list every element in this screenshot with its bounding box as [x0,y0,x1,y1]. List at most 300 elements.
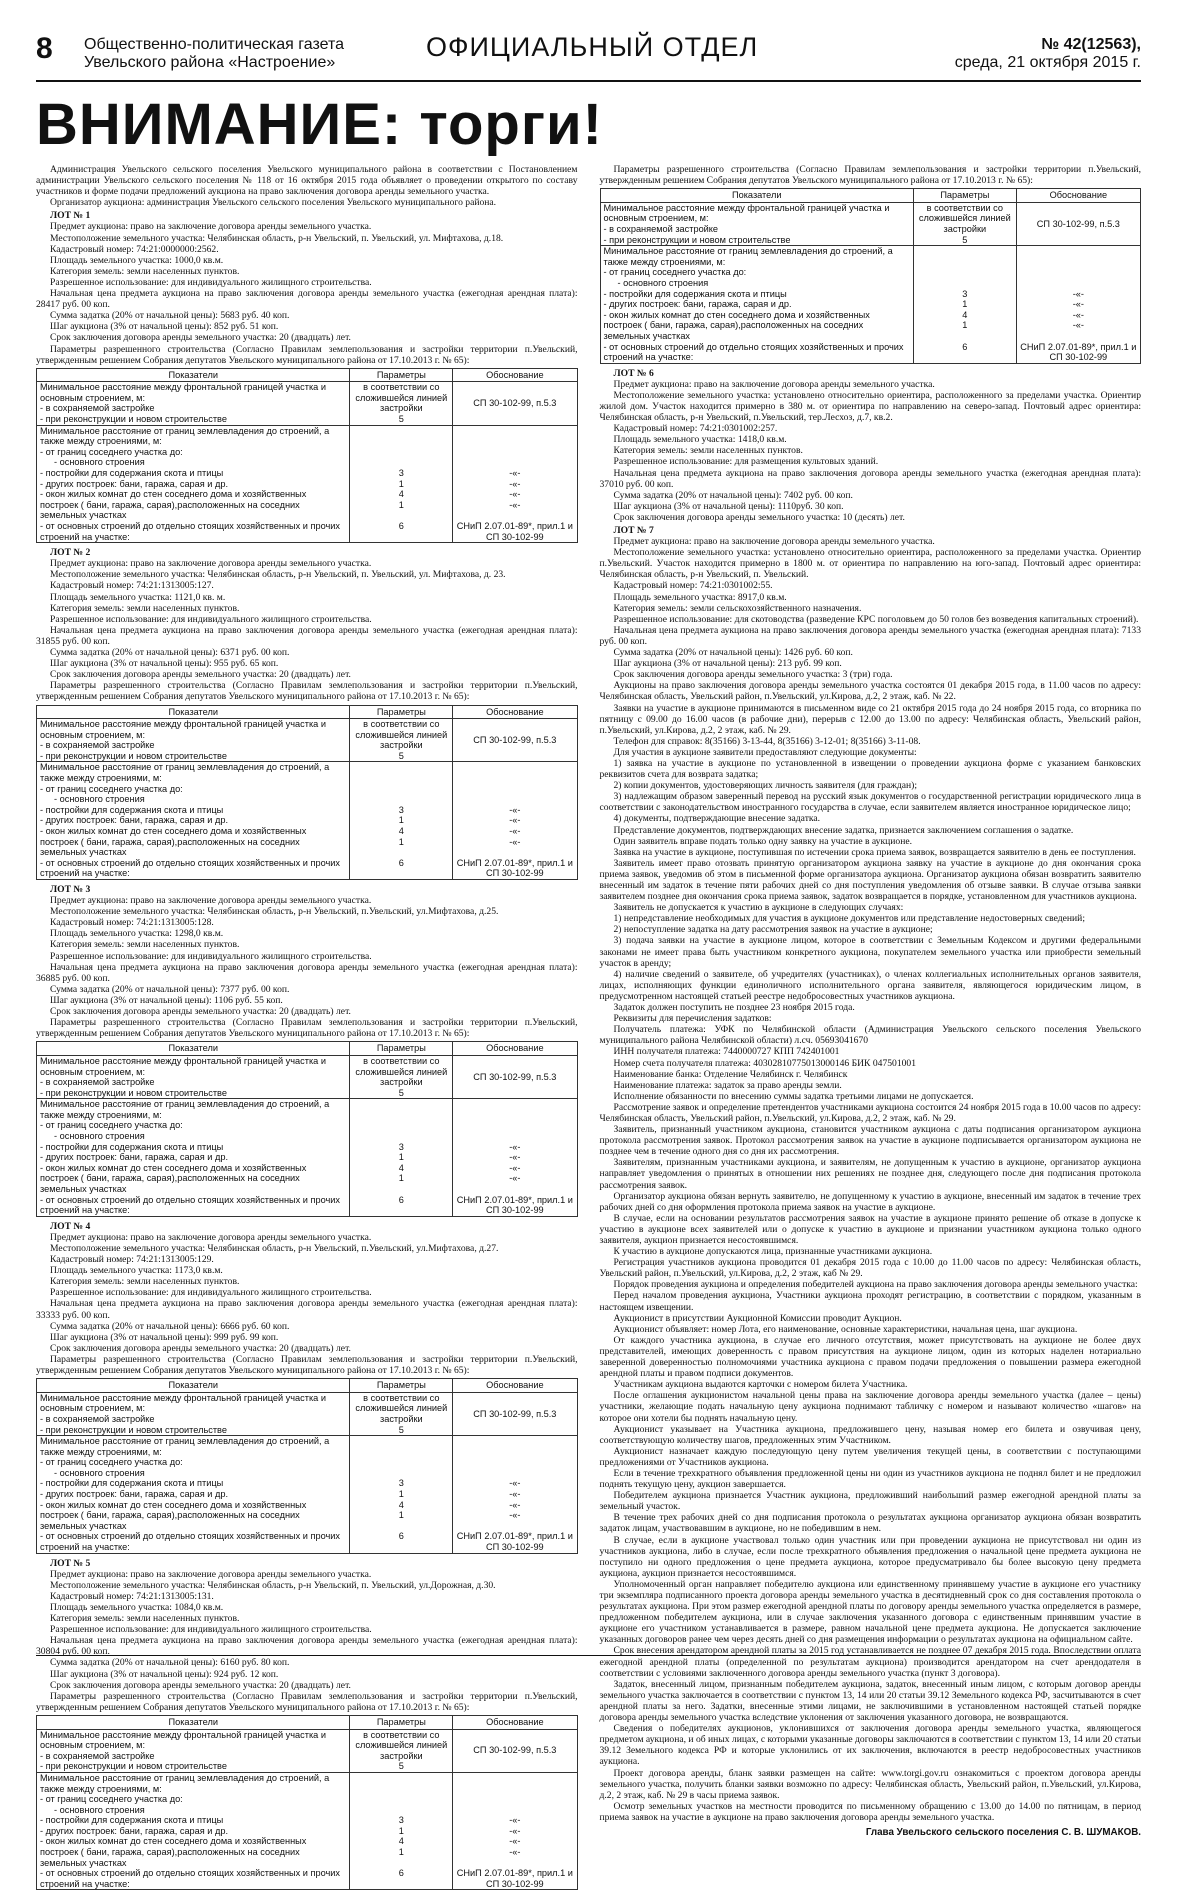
params-header-row [37,705,578,719]
conditions-paragraph: Задаток должен поступить не позднее 23 ноября 2015 года. [613,1002,855,1014]
group2-sub: - от границ соседнего участка до: [40,1794,183,1805]
lot-subject: Предмет аукциона: право на заключение договора аренды земельного участка. [50,1231,372,1243]
row-basis: СНиП 2.07.01-89*, прил.1 и СП 30-102-99 [1016,342,1140,364]
table-row [37,719,578,751]
row-basis [453,1436,577,1479]
conditions-paragraph: Заявка на участие в аукционе, поступившая по истечении срока приема заявок, возвращается заявителю в день ее поступления. [613,846,1136,858]
table-row [37,382,578,414]
row-value: 5 [350,1425,453,1436]
page-number: 8 [36,32,53,65]
group2-title: Минимальное расстояние от границ землевладения до строений, а также между строениями, м: [40,762,330,784]
signature: Глава Увельского сельского поселения С. В. ШУМАКОВ. [865,1826,1141,1838]
group2-main-building: - основного строения [54,457,145,468]
row-value: 6 [913,342,1016,364]
newspaper-name-line1: Общественно-политическая газета [84,36,345,53]
row-basis: -«- [453,479,577,490]
table-row [37,858,578,880]
group2-title: Минимальное расстояние от границ землевладения до строений, а также между строениями, м: [40,1099,330,1120]
lot-cadastral: Кадастровый номер: 74:21:1313005:129. [50,1254,214,1266]
row-basis: -«- [453,1826,577,1837]
params-block [36,680,578,880]
group1-new: - при реконструкции и новом строительстве [37,1425,350,1436]
table-row [37,468,578,479]
group2-title: Минимальное расстояние от границ землевладения до строений, а также между строениями, м: [40,1436,330,1457]
group2-main-to-outbuildings: - от основных строений до отдельно стоящих хозяйственных и прочих строений на участке: [37,1868,350,1890]
lot-cadastral: Кадастровый номер: 74:21:1313005:127. [50,580,214,592]
conditions-paragraph: Для участия в аукционе заявители предоставляют следующие документы: [613,746,917,758]
table-row [37,1826,578,1837]
lot-use: Разрешенное использование: для индивидуального жилищного строительства. [50,950,372,962]
conditions-paragraph: 1) непредставление необходимых для участия в аукционе документов или представление недостоверных сведений; [613,913,1085,925]
table-row [600,299,1141,310]
conditions-paragraph: Уполномоченный орган направляет победителю аукциона или единственному принявшему участие в аукционе его участнику три экземпляра подписанного проекта договора аренды земельного участка в десятидневный срок со дня составления протокола о результатах аукциона. При этом размер ежегодной арендной платы по договору аренды земельного участка определяется в размере, предложенном победителем аукциона, или в случае заключения указанного договора с единственным принявшим участие в аукционе его участником устанавливается в размере, равном начальной цене предмета аукциона. Не допускается заключение указанных договоров ранее чем через десять дней со дня размещения информации о результатах аукциона на официальном сайте. [599,1578,1141,1646]
table-row [37,1500,578,1532]
group1-title: Минимальное расстояние между фронтальной границей участка и основным строением, м: [40,719,326,740]
lot-use: Разрешенное использование: для размещения культовых зданий. [613,456,879,468]
row-basis: -«- [453,815,577,826]
row-value: 3 [350,1478,453,1489]
conditions-paragraph: Аукционист указывает на Участника аукциона, предложившего цену, называя номер его билета и озвучивая цену, соответствующую количеству шагов, предложенных этим Участником. [599,1423,1141,1446]
params-intro: Параметры разрешенного строительства (Согласно Правилам землепользования и застройки территории п.Увельский, утвержденным решением Собрания депутатов Увельского муниципального района от 17.10.2013 г. № 65): [599,164,1141,187]
row-label [600,202,913,234]
group2-other-buildings: - других построек: бани, гаража, сарая и др. [37,479,350,490]
header-indicators: Показатели [37,1715,350,1729]
lot-cadastral: Кадастровый номер: 74:21:0301002:55. [613,580,773,592]
row-value: 6 [350,1531,453,1553]
row-label [37,762,350,805]
header-basis: Обоснование [453,1715,577,1729]
group2-sub: - от границ соседнего участка до: [40,783,183,794]
conditions-paragraph: Аукционист назначает каждую последующую цену путем увеличения текущей цены, в соответствии с поступающими предложениями от Участников аукциона. [599,1445,1141,1468]
row-label [600,246,913,289]
row-value [913,246,1016,289]
headline: ВНИМАНИЕ: торги! [36,92,603,157]
group2-other-buildings: - других построек: бани, гаража, сарая и др. [37,1826,350,1837]
row-basis [453,1500,577,1532]
conditions-paragraph: Заявки на участие в аукционе принимаются в письменном виде со 21 октября 2015 года до 24 ноября 2015 года, со вторника по пятницу с 09.00 до 16.00 часов (в рабочие дни), перерыв с 12.00 до 13.00 по адресу: Челябинская область, Увельский район, п.Увельский, ул.Кирова, д.2, 2 этаж, каб. № 29. [599,702,1141,736]
lot-category: Категория земель: земли населенных пунктов. [613,445,803,457]
lot-location: Местоположение земельного участка: Челябинская область, р-н Увельский, п. Увельский, ул. Мифтахова, д. 23. [50,569,506,581]
lot-subject: Предмет аукциона: право на заключение договора аренды земельного участка. [613,536,935,548]
row-value: 1 [913,299,1016,310]
params-intro: Параметры разрешенного строительства (Согласно Правилам землепользования и застройки территории п.Увельский, утвержденным решением Собрания депутатов Увельского муниципального района от 17.10.2013 г. № 65): [36,1690,578,1713]
lot-area: Площадь земельного участка: 8917,0 кв.м. [613,591,787,603]
header-parameters: Параметры [350,705,453,719]
row-basis [453,1836,577,1868]
table-row [600,202,1141,234]
lot-location: Местоположение земельного участка: Челябинская область, р-н Увельский, п.Увельский, ул.Мифтахова, д.25. [50,906,499,918]
row-basis: СНиП 2.07.01-89*, прил.1 и СП 30-102-99 [453,1531,577,1553]
group2-livestock: - постройки для содержания скота и птицы [37,1142,350,1153]
conditions-paragraph: Организатор аукциона обязан вернуть заявителю, не допущенному к участию в аукционе, внесенный им задаток в течение трех рабочих дней со дня оформления протокола приема заявок на участие в аукционе. [599,1190,1141,1213]
header-parameters: Параметры [350,368,453,382]
group2-main-to-outbuildings: - от основных строений до отдельно стоящих хозяйственных и прочих строений на участке: [37,1531,350,1553]
issue-number: № 42(12563), [1041,36,1141,53]
lot-block [36,547,578,680]
params-block [36,1017,578,1217]
table-row [37,1055,578,1087]
conditions-paragraph: Заявитель имеет право отозвать принятую организатором аукциона заявку на участие в аукционе до дня окончания срока приема заявок, уведомив об этом в письменной форме организатора аукциона. Организатор аукциона обязан возвратить заявителю внесенный им задаток в течение пяти рабочих дней со дня поступления уведомления об отзыве заявки. В случае отзыва заявки заявителем позднее дня окончания срока приема заявок, задаток возвращается в порядке, установленном для участников аукциона. [599,857,1141,903]
params-header-row [37,368,578,382]
group2-title: Минимальное расстояние от границ землевладения до строений, а также между строениями, м: [603,246,893,267]
params-intro: Параметры разрешенного строительства (Согласно Правилам землепользования и застройки территории п.Увельский, утвержденным решением Собрания депутатов Увельского муниципального района от 17.10.2013 г. № 65): [36,343,578,366]
row-basis: -«- [453,1815,577,1826]
group2-main-building: - основного строения [54,1131,145,1142]
conditions-paragraph: После оглашения аукционистом начальной цены права на заключение договора аренды земельного участка (далее – цены) участники, желающие подать начальную цену аукциона поднимают табличку с номером и называют количество «шагов» на которое они хотели бы поднять начальную цену. [599,1390,1141,1424]
lot-step: Шаг аукциона (3% от начальной цены): 999 руб. 99 коп. [50,1331,279,1343]
lot-subject: Предмет аукциона: право на заключение договора аренды земельного участка. [50,895,372,907]
value-windows-outbuildings: 1 [398,1173,404,1184]
group2-livestock: - постройки для содержания скота и птицы [37,1478,350,1489]
lot-deposit: Сумма задатка (20% от начальной цены): 7402 руб. 00 коп. [613,489,853,501]
conditions-paragraph: Перед началом проведения аукциона, Участники аукциона проходят регистрацию, в соответствии с порядком, указанным в настоящем извещении. [599,1290,1141,1313]
bottom-rule [36,1655,1141,1656]
group1-existing: - в сохраняемой застройке [40,1750,155,1761]
lot-block [36,884,578,1017]
row-value: 1 [350,479,453,490]
row-value: 1 [350,1152,453,1163]
conditions-paragraph: Аукционист объявляет: номер Лота, его наименование, основные характеристики, начальная цена, шаг аукциона. [613,1323,1078,1335]
row-label [37,719,350,751]
conditions-paragraph: Один заявитель вправе подать только одну заявку на участие в аукционе. [613,835,912,847]
row-value: 1 [350,1826,453,1837]
params-block [600,164,1142,364]
ditto-mark: -«- [509,1162,521,1173]
conditions-paragraph: Телефон для справок: 8(35166) 3-13-44, 8(35166) 3-12-01; 8(35166) 3-11-08. [613,735,921,747]
conditions-paragraph: Представление документов, подтверждающих внесение задатка, признается заключением соглашения о задатке. [613,824,1074,836]
value-windows-outbuildings: 1 [398,836,404,847]
group2-sub: - от границ соседнего участка до: [40,446,183,457]
lot-subject: Предмет аукциона: право на заключение договора аренды земельного участка. [613,378,935,390]
row-basis [1016,310,1140,342]
group1-existing: - в сохраняемой застройке [603,223,719,234]
lot-location: Местоположение земельного участка: Челябинская область, р-н Увельский, п.Увельский, ул.Мифтахова, д.27. [50,1243,499,1254]
params-block [36,1691,578,1890]
lot-area: Площадь земельного участка: 1121,0 кв. м. [50,591,226,603]
lot-category: Категория земель: земли населенных пунктов. [50,602,240,614]
params-intro: Параметры разрешенного строительства (Согласно Правилам землепользования и застройки территории п.Увельский, утвержденным решением Собрания депутатов Увельского муниципального района от 17.10.2013 г. № 65): [36,1353,578,1377]
row-basis: СНиП 2.07.01-89*, прил.1 и СП 30-102-99 [453,1868,577,1890]
issue-info [955,36,1141,72]
group1-new: - при реконструкции и новом строительстве [37,414,350,425]
ditto-mark: -«- [509,1499,521,1510]
header-basis: Обоснование [453,368,577,382]
row-value: 3 [350,1142,453,1153]
row-value: 6 [350,1868,453,1890]
lot-price: Начальная цена предмета аукциона на право заключения договора аренды земельного участка (ежегодная арендная плата): 36885 руб. 00 коп. [36,961,578,984]
organizer-paragraph: Организатор аукциона: администрация Увельского сельского поселения Увельского муниципального района. [50,197,497,209]
lot-deposit: Сумма задатка (20% от начальной цены): 6160 руб. 80 коп. [50,1657,290,1669]
row-value: 3 [350,1815,453,1826]
value-windows-outbuildings: 1 [398,1847,404,1858]
lot-title: ЛОТ № 2 [50,547,91,559]
row-basis: -«- [453,1478,577,1489]
group2-windows: - окон жилых комнат до стен соседнего дома и хозяйственных построек ( бани, гаража, сарая),расположенных на соседних земельных участках [37,1500,350,1532]
table-row [37,826,578,858]
row-value [350,1436,453,1479]
row-basis [453,1163,577,1195]
row-basis: СП 30-102-99, п.5.3 [453,719,577,762]
row-basis: СНиП 2.07.01-89*, прил.1 и СП 30-102-99 [453,858,577,880]
row-value [350,1836,453,1868]
row-basis [453,1099,577,1142]
row-value [350,762,453,805]
group2-title: Минимальное расстояние от границ землевладения до строений, а также между строениями, м: [40,425,330,447]
group2-main-building: - основного строения [54,1804,145,1815]
conditions-paragraph: ИНН получателя платежа: 7440000727 КПП 742401001 [613,1046,840,1058]
row-label [37,1099,350,1142]
lot-location: Местоположение земельного участка: Челябинская область, р-н Увельский, п. Увельский, ул. Мифтахова, д.18. [50,232,504,244]
group2-main-building: - основного строения [54,794,145,805]
value-windows-outbuildings: 1 [398,499,404,510]
value-windows: 4 [398,826,404,837]
row-basis: -«- [453,1152,577,1163]
lot-category: Категория земель: земли сельскохозяйственного назначения. [613,602,862,614]
row-basis: -«- [1016,299,1140,310]
left-column [36,164,578,1889]
params-table [36,1378,578,1554]
table-row [37,1772,578,1815]
row-basis: СП 30-102-99, п.5.3 [453,382,577,425]
header-indicators: Показатели [37,1042,350,1056]
value-windows: 4 [398,1836,404,1847]
conditions-paragraph: Заявитель не допускается к участию в аукционе в следующих случаях: [613,902,904,914]
row-label [37,382,350,414]
lot-deposit: Сумма задатка (20% от начальной цены): 5683 руб. 40 коп. [50,310,290,322]
lot-step: Шаг аукциона (3% от начальной цены): 1110руб. 30 коп. [613,500,844,512]
ditto-mark: -«- [509,1847,521,1858]
conditions-paragraph: Заявитель, признанный участником аукциона, становится участником аукциона с даты подписания организатором аукциона протокола рассмотрения заявок. Протокол рассмотрения заявок на участие в аукционе подписывается организатором аукциона не позднее чем в течение одного дня со дня их рассмотрения. [599,1124,1141,1158]
row-value: 5 [350,414,453,425]
lot-title: ЛОТ № 4 [50,1220,91,1232]
table-row [600,289,1141,300]
conditions-paragraph: От каждого участника аукциона, в случае его личного отсутствия, может присутствовать на аукционе не более двух представителей, имеющих доверенность с правом присутствия на аукционе лицом, один из которых наделен нотариально заверенной доверенностью полномочиями участника аукциона с правом подачи предложения о повышении размера ежегодной арендной платы и правом подписи документов. [599,1334,1141,1380]
row-basis: СНиП 2.07.01-89*, прил.1 и СП 30-102-99 [453,1195,577,1217]
group1-title: Минимальное расстояние между фронтальной границей участка и основным строением, м: [40,1392,326,1414]
lot-term: Срок заключения договора аренды земельного участка: 20 (двадцать) лет. [50,1342,351,1354]
header-parameters: Параметры [350,1715,453,1729]
value-windows: 4 [398,1162,404,1173]
conditions-paragraph: 4) наличие сведений о заявителе, об учредителях (участниках), о членах коллегиальных исполнительных органов заявителя, лицах, исполняющих функции единоличного исполнительного органа заявителя, являющегося юридическим лицом, в предусмотренном настоящей статьей реестре недобросовестных участников аукциона. [599,968,1141,1002]
row-basis: -«- [453,805,577,816]
lot-category: Категория земель: земли населенных пунктов. [50,1613,240,1625]
params-intro: Параметры разрешенного строительства (Согласно Правилам землепользования и застройки территории п.Увельский, утвержденным решением Собрания депутатов Увельского муниципального района от 17.10.2013 г. № 65): [36,1017,578,1040]
value-windows-outbuildings: 1 [398,1510,404,1521]
group1-existing: - в сохраняемой застройке [40,1413,155,1424]
conditions-paragraph: 2) непоступление задатка на дату рассмотрения заявок на участие в аукционе; [613,924,933,936]
lot-deposit: Сумма задатка (20% от начальной цены): 6666 руб. 60 коп. [50,1320,290,1332]
lot-area: Площадь земельного участка: 1084,0 кв.м. [50,1602,224,1613]
ditto-mark: -«- [509,1836,521,1847]
conditions-paragraph: Заявителям, признанным участниками аукциона, и заявителям, не допущенным к участию в аукционе, организатор аукциона направляет уведомления о принятых в отношении них решениях не позднее дня, следующего после дня подписания протокола рассмотрения заявок. [599,1157,1141,1191]
lot-use: Разрешенное использование: для скотоводства (разведение КРС поголовьем до 50 голов без возведения капитальных строений). [613,613,1139,625]
group2-main-to-outbuildings: - от основных строений до отдельно стоящих хозяйственных и прочих строений на участке: [37,521,350,543]
row-label [37,1055,350,1087]
conditions-paragraph: Срок внесения арендатором арендной платы за 2015 год устанавливается не позднее 07 декабря 2015 года. Впоследствии оплата ежегодной арендной платы (определенной по результатам аукциона) производится арендатором на счет арендодателя в соответствии с условиями заключенного договора аренды земельного участка (пункт 3 договора). [599,1645,1141,1679]
row-basis [453,762,577,805]
row-value [350,1099,453,1142]
lot-deposit: Сумма задатка (20% от начальной цены): 1426 руб. 60 коп. [613,647,853,659]
params-table [600,188,1142,364]
table-row [37,1436,578,1479]
params-intro: Параметры разрешенного строительства (Согласно Правилам землепользования и застройки территории п.Увельский, утвержденным решением Собрания депутатов Увельского муниципального района от 17.10.2013 г. № 65): [36,680,578,703]
row-value: в соответствии со сложившейся линией застройки [350,382,453,414]
lot-use: Разрешенное использование: для индивидуального жилищного строительства. [50,613,372,625]
table-row [37,1836,578,1868]
row-label [37,1729,350,1761]
conditions-paragraph: Наименование платежа: задаток за право аренды земли. [613,1079,842,1091]
lot-location: Местоположение земельного участка: установлено относительно ориентира, расположенного за пределами участка. Ориентир п.Увельский. Участок находится примерно в 1800 м. от ориентира по направлению на юго-запад. Почтовый адрес ориентира: Челябинская область, р-н Увельский, п. Увельский. [599,547,1141,581]
value-windows: 4 [398,489,404,500]
lot-area: Площадь земельного участка: 1418,0 кв.м. [613,434,787,446]
lot-title: ЛОТ № 7 [613,525,654,536]
params-table [36,368,578,544]
group1-title: Минимальное расстояние между фронтальной границей участка и основным строением, м: [40,1055,326,1077]
lot-term: Срок заключения договора аренды земельного участка: 20 (двадцать) лет. [50,1006,351,1018]
group2-other-buildings: - других построек: бани, гаража, сарая и др. [37,1489,350,1500]
conditions-paragraph: Осмотр земельных участков на местности проводится по письменному обращению с 13.00 до 14.00 по пятницам, в период приема заявок на участие в аукционе на право заключения договора аренды земельного участка. [599,1800,1141,1823]
row-value [350,425,453,468]
ditto-mark: -«- [509,826,521,837]
lot-block [36,1221,578,1354]
params-header-row [37,1379,578,1393]
group2-main-to-outbuildings: - от основных строений до отдельно стоящих хозяйственных и прочих строений на участке: [37,1195,350,1217]
row-basis: СП 30-102-99, п.5.3 [453,1729,577,1772]
lot-price: Начальная цена предмета аукциона на право заключения договора аренды земельного участка (ежегодная арендная плата): 33333 руб. 00 коп. [36,1298,578,1321]
lot-cadastral: Кадастровый номер: 74:21:0301002:257. [613,423,778,435]
lot-block [600,368,1142,523]
lot-location: Местоположение земельного участка: установлено относительно ориентира, расположенного за пределами участка. Ориентир жилой дом. Участок находится примерно в 380 м. от ориентира по направлению на северо-запад. Почтовый адрес ориентира: Челябинская область, р-н Увельский, п.Увельский, тер.Лесхоз, д.7, кв.2. [599,389,1141,424]
lot-area: Площадь земельного участка: 1173,0 кв.м. [50,1265,223,1277]
row-value [350,1500,453,1532]
params-header-row [600,189,1141,203]
conditions-paragraph: 4) документы, подтверждающие внесение задатка. [613,813,821,825]
group1-existing: - в сохраняемой застройке [40,740,155,751]
table-row [37,1815,578,1826]
lot-price: Начальная цена предмета аукциона на право заключения договора аренды земельного участка (ежегодная арендная плата): 31855 руб. 00 коп. [36,624,578,647]
conditions-paragraph: Участникам аукциона выдаются карточки с номером билета Участника. [613,1379,908,1391]
row-value: в соответствии со сложившейся линией застройки [913,202,1016,234]
row-value [350,489,453,521]
conditions-paragraph: Проект договора аренды, бланк заявки размещен на сайте: www.torgi.gov.ru ознакомиться с проектом договора аренды земельного участка, получить бланки заявки возможно по адресу: Челябинская область, Увельский район, п.Увельский, ул.Кирова, д.2, 2 этаж, каб. № 29 в часы приема заявок. [599,1767,1141,1801]
params-block [36,1354,578,1554]
row-label [37,1772,350,1815]
group2-main-to-outbuildings: - от основных строений до отдельно стоящих хозяйственных и прочих строений на участке: [37,858,350,880]
conditions-paragraph: Номер счета получателя платежа: 40302810775013000146 БИК 047501001 [613,1057,917,1069]
header-indicators: Показатели [37,1379,350,1393]
row-value: 3 [350,468,453,479]
group2-sub: - от границ соседнего участка до: [40,1457,183,1468]
header-indicators: Показатели [600,189,913,203]
table-row [37,1163,578,1195]
table-row [37,1729,578,1761]
group1-new: - при реконструкции и новом строительстве [37,751,350,762]
table-row [600,310,1141,342]
row-value: 1 [350,1489,453,1500]
lot-term: Срок заключения договора аренды земельного участка: 20 (двадцать) лет. [50,1679,351,1691]
lot-price: Начальная цена предмета аукциона на право заключения договора аренды земельного участка (ежегодная арендная плата): 30804 руб. 00 коп. [36,1635,578,1658]
row-value: в соответствии со сложившейся линией застройки [350,1055,453,1087]
table-row [37,805,578,816]
lot-cadastral: Кадастровый номер: 74:21:1313005:131. [50,1590,214,1602]
row-value: в соответствии со сложившейся линией застройки [350,1729,453,1761]
conditions-paragraph: Наименование банка: Отделение Челябинск г. Челябинск [613,1068,848,1080]
table-row [37,1489,578,1500]
row-value: 5 [913,235,1016,246]
conditions-paragraph: Регистрация участников аукциона проводится 01 декабря 2015 года с 10.00 до 11.00 часов по адресу: Челябинская область, Увельский район, п.Увельский, ул.Кирова, д.2, 2 этаж, каб № 29. [599,1257,1141,1280]
section-title: ОФИЦИАЛЬНЫЙ ОТДЕЛ [426,32,759,62]
lot-title: ЛОТ № 5 [50,1557,91,1569]
lot-deposit: Сумма задатка (20% от начальной цены): 7377 руб. 00 коп. [50,983,290,995]
lot-step: Шаг аукциона (3% от начальной цены): 924 руб. 12 коп. [50,1668,279,1680]
row-basis: -«- [453,1142,577,1153]
group2-livestock: - постройки для содержания скота и птицы [600,289,913,300]
lot-subject: Предмет аукциона: право на заключение договора аренды земельного участка. [50,1568,372,1580]
row-basis: СП 30-102-99, п.5.3 [453,1392,577,1435]
table-row [37,1195,578,1217]
newspaper-name-line2: Увельского района «Настроение» [84,54,336,71]
table-row [37,1392,578,1424]
lot-step: Шаг аукциона (3% от начальной цены): 852 руб. 51 коп. [50,321,279,333]
group2-windows: - окон жилых комнат до стен соседнего дома и хозяйственных построек ( бани, гаража, сарая),расположенных на соседних земельных участках [37,489,350,521]
lot-use: Разрешенное использование: для индивидуального жилищного строительства. [50,276,372,288]
lot-title: ЛОТ № 1 [50,210,91,222]
lot-use: Разрешенное использование: для индивидуального жилищного строительства. [50,1624,372,1636]
params-block [36,344,578,544]
group1-title: Минимальное расстояние между фронтальной границей участка и основным строением, м: [603,202,890,224]
row-basis: -«- [1016,289,1140,300]
lot-category: Категория земель: земли населенных пунктов. [50,265,240,277]
lot-block [36,1558,578,1691]
row-value: 6 [350,1195,453,1217]
lot-step: Шаг аукциона (3% от начальной цены): 213 руб. 99 коп. [613,658,842,670]
conditions-paragraph: В течение трех рабочих дней со дня подписания протокола о результатах аукциона организатор аукциона обязан возвратить задаток лицам, участвовавшим в аукционе, но не победившим в нем. [599,1512,1141,1535]
group1-title: Минимальное расстояние между фронтальной границей участка и основным строением, м: [40,1729,326,1751]
row-basis: -«- [453,1489,577,1500]
group1-title: Минимальное расстояние между фронтальной границей участка и основным строением, м: [40,382,326,403]
lot-term: Срок заключения договора аренды земельного участка: 10 (десять) лет. [613,511,905,523]
conditions-paragraph: 3) надлежащим образом заверенный перевод на русский язык документов о государственной регистрации юридического лица в соответствии с законодательством иностранного государства в случае, если заявителем является иностранное юридическое лицо; [599,791,1141,814]
row-value: 5 [350,751,453,762]
group1-existing: - в сохраняемой застройке [40,1077,155,1088]
intro-paragraph: Администрация Увельского сельского поселения Увельского муниципального района в соответствии с Постановлением администрации Увельского сельского поселения № 118 от 16 октября 2015 года объявляет о проведении открытого по составу участников и форме подачи предложений аукциона на право заключения договора аренды земельного участка. [36,164,578,198]
header-indicators: Показатели [37,705,350,719]
conditions-paragraph: Аукционы на право заключения договора аренды земельного участка состоятся 01 декабря 2015 года, в 11.00 часов по адресу: Челябинская область, Увельский район, п.Увельский, ул.Кирова, д.2, 2 этаж, каб. № 22. [599,680,1141,703]
group2-other-buildings: - других построек: бани, гаража, сарая и др. [37,1152,350,1163]
lot-price: Начальная цена предмета аукциона на право заключения договора аренды земельного участка (ежегодная арендная плата): 7133 руб. 00 коп. [599,624,1141,647]
params-header-row [37,1715,578,1729]
group1-existing: - в сохраняемой застройке [40,403,155,414]
lot-block [600,525,1142,680]
row-basis: СП 30-102-99, п.5.3 [1016,202,1140,245]
header-basis: Обоснование [1016,189,1140,203]
group2-livestock: - постройки для содержания скота и птицы [37,805,350,816]
table-row [37,762,578,805]
lot-category: Категория земель: земли населенных пунктов. [50,939,240,951]
row-basis [453,1772,577,1815]
row-value: 5 [350,1761,453,1772]
header-basis: Обоснование [453,705,577,719]
table-row [37,1142,578,1153]
row-basis: СНиП 2.07.01-89*, прил.1 и СП 30-102-99 [453,521,577,543]
row-basis: -«- [453,468,577,479]
lot-area: Площадь земельного участка: 1000,0 кв.м. [50,254,224,266]
group2-windows: - окон жилых комнат до стен соседнего дома и хозяйственных построек ( бани, гаража, сарая),расположенных на соседних земельных участках [600,310,913,342]
lot-step: Шаг аукциона (3% от начальной цены): 955 руб. 65 коп. [50,658,279,670]
lot-location: Местоположение земельного участка: Челябинская область, р-н Увельский, п. Увельский, ул.Дорожная, д.30. [50,1579,496,1591]
row-basis: СП 30-102-99, п.5.3 [453,1055,577,1098]
row-value: 3 [350,805,453,816]
